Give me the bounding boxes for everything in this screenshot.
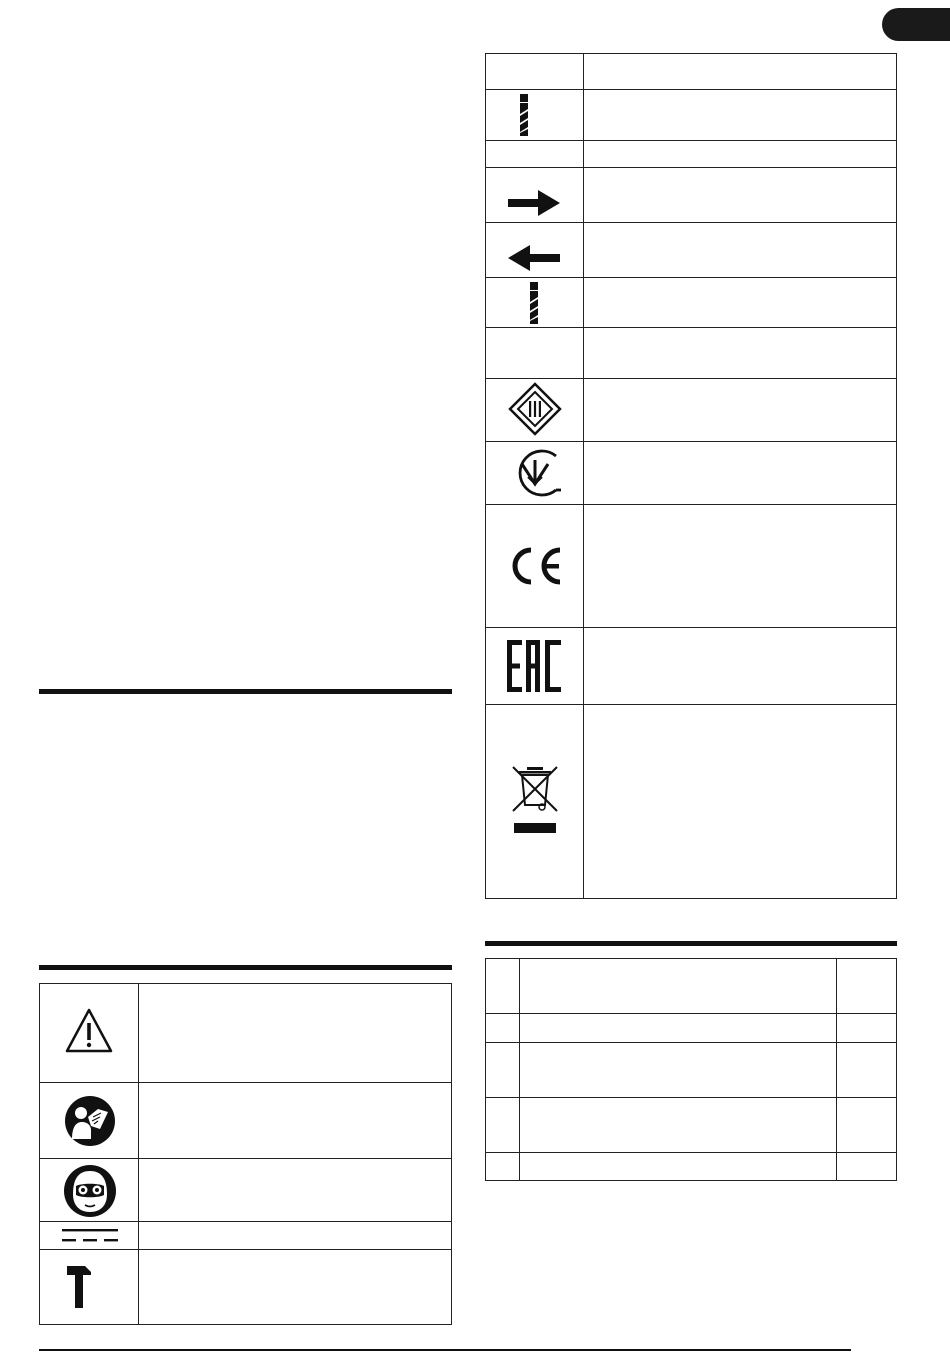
section-rule-1 xyxy=(39,689,452,694)
read-manual-icon xyxy=(64,1095,116,1147)
ce-mark-icon xyxy=(507,546,563,586)
eac-mark-icon xyxy=(507,640,563,692)
section-rule-right xyxy=(485,941,897,946)
arrow-right-icon xyxy=(508,189,560,217)
section-rule-2 xyxy=(39,965,452,970)
drill-bit-icon xyxy=(517,94,531,136)
footer-rule xyxy=(39,1349,851,1351)
wear-eye-protection-icon xyxy=(63,1164,117,1218)
arrow-left-icon xyxy=(508,244,560,272)
language-tab xyxy=(882,8,950,41)
warning-triangle-icon xyxy=(64,1006,114,1056)
drill-bit-icon xyxy=(527,282,541,324)
weee-crossed-bin-icon xyxy=(510,765,560,837)
ukraine-conformity-icon xyxy=(509,446,561,500)
hammer-mode-icon xyxy=(66,1265,92,1309)
direct-current-icon xyxy=(62,1228,118,1244)
class-iii-diamond-icon xyxy=(508,382,562,436)
